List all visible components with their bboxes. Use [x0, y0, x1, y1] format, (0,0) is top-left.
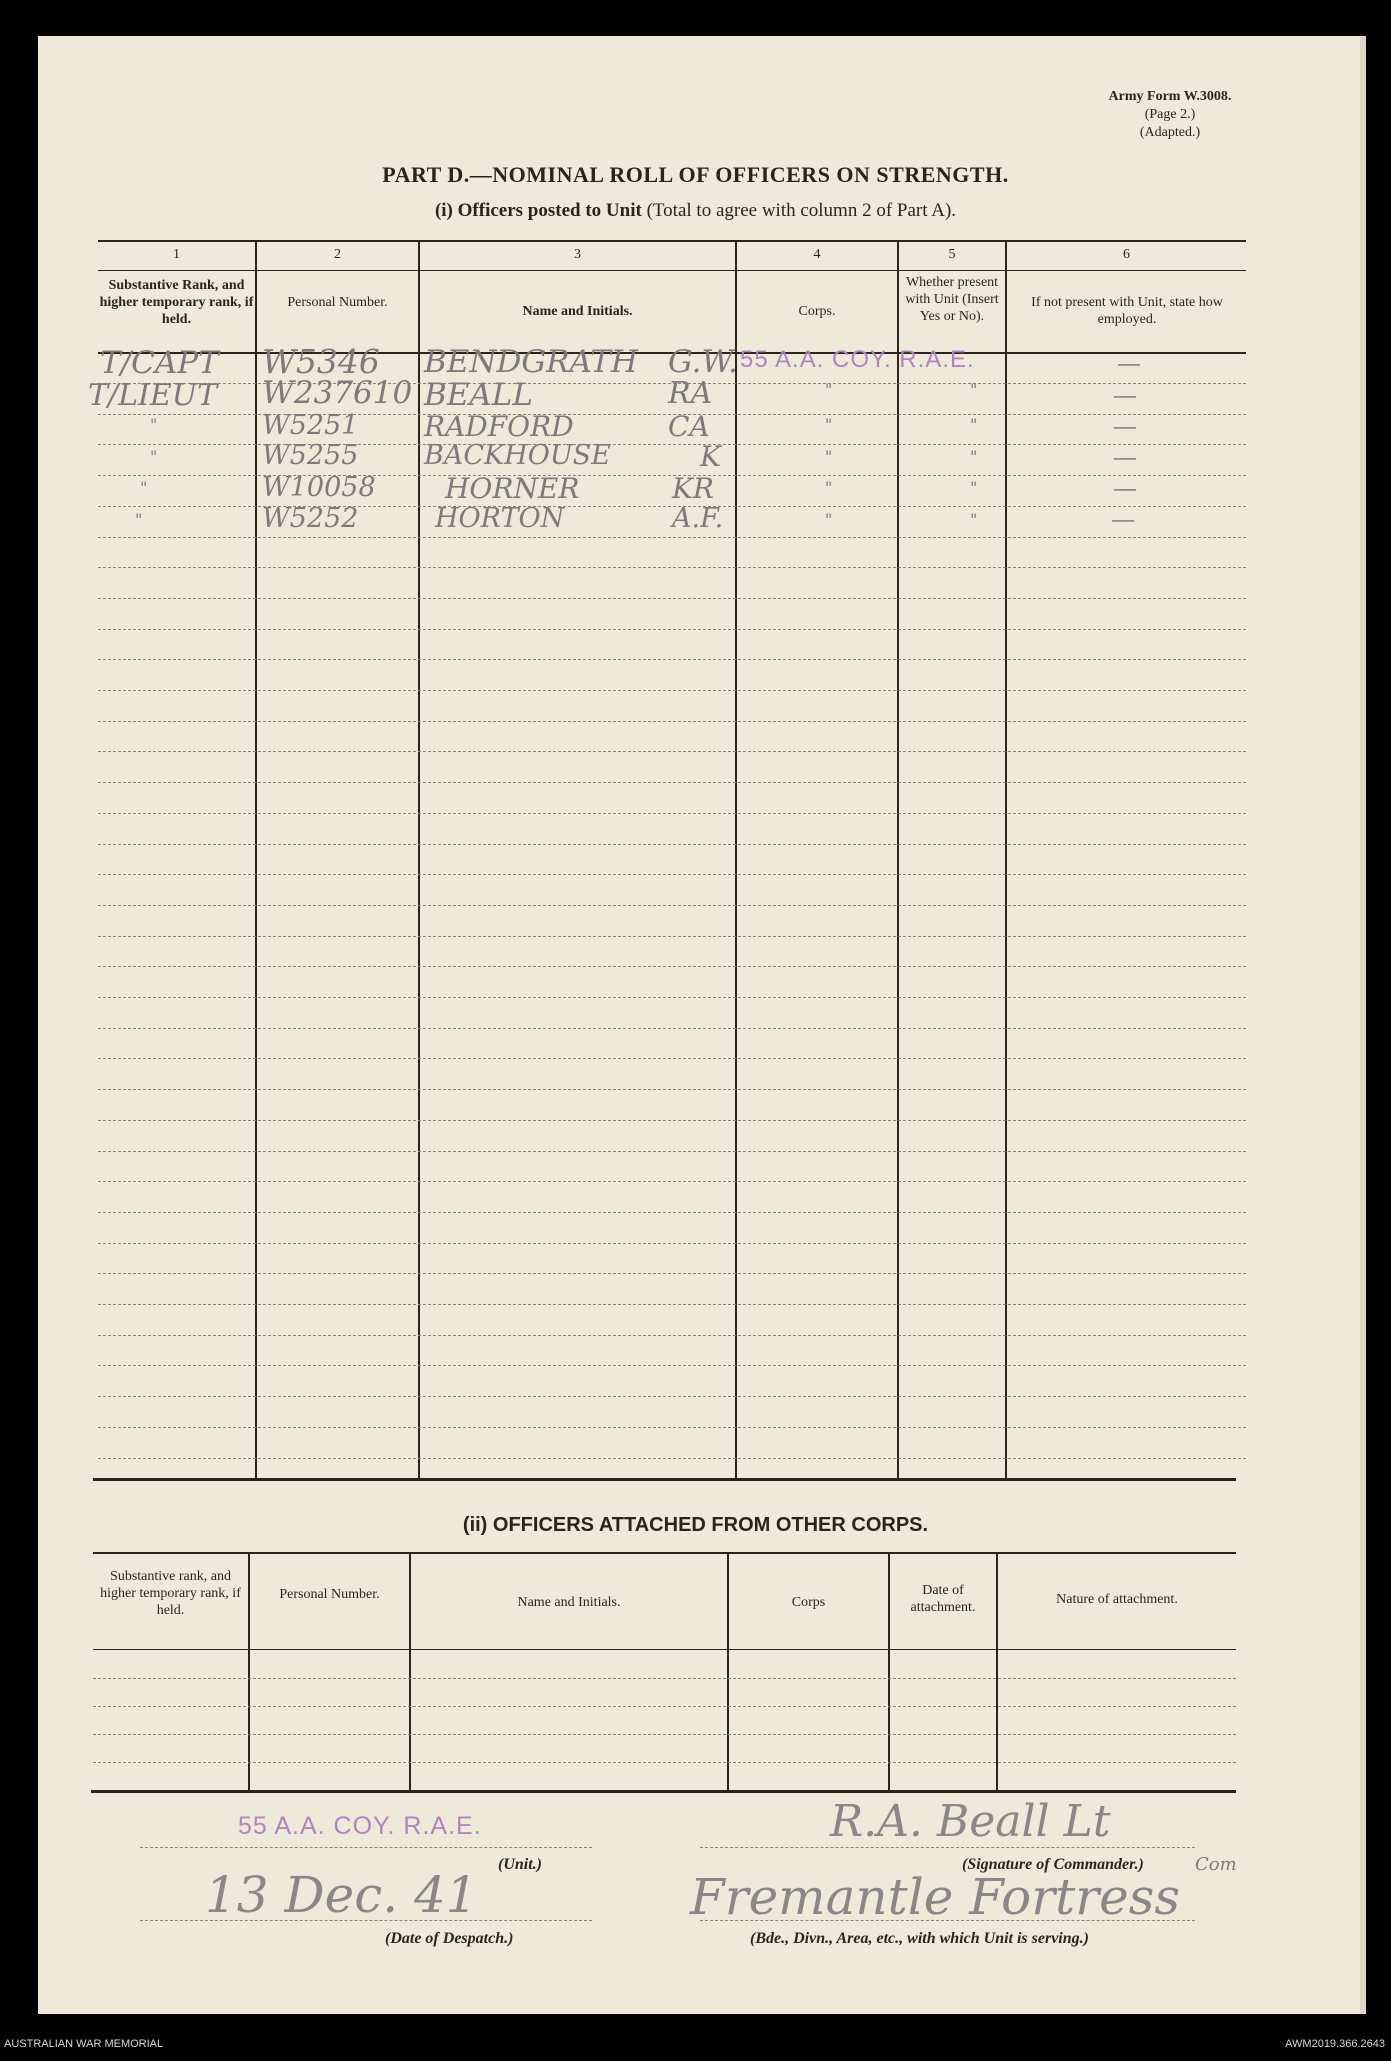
ruled-line: [93, 1762, 1236, 1763]
row5-rank: ": [140, 478, 148, 497]
page-title: PART D.—NOMINAL ROLL OF OFFICERS ON STRENGTH.: [382, 162, 1009, 187]
ruled-line: [98, 966, 1246, 967]
col-number-5: 5: [948, 247, 956, 262]
header-personal-number: Personal Number.: [287, 295, 388, 310]
ruled-line: [98, 936, 1246, 937]
ruled-line: [98, 598, 1246, 599]
t2-header-rank: Substantive rank, and higher temporary rank, if held.: [100, 1569, 241, 1618]
row3-employed: —: [1114, 413, 1136, 438]
form-identifier: [1075, 88, 1265, 142]
row5-corps: ": [825, 478, 833, 497]
table2-col-divider: [248, 1552, 250, 1790]
ruled-line: [98, 1335, 1246, 1336]
row1-name: BENDGRATH: [424, 344, 638, 380]
ruled-line: [98, 1212, 1246, 1213]
commander-signature: R.A. Beall Lt: [830, 1796, 1111, 1847]
row6-present: ": [970, 510, 978, 529]
row4-employed: —: [1114, 444, 1136, 469]
signature-suffix: Com: [1195, 1854, 1237, 1875]
ruled-line: [98, 1396, 1246, 1397]
bde-area: Fremantle Fortress: [690, 1868, 1181, 1926]
row5-present: ": [970, 478, 978, 497]
row4-number: W5255: [262, 440, 359, 471]
t2-header-nature: Nature of attachment.: [1056, 1592, 1178, 1607]
header-employed: If not present with Unit, state how employed.: [1031, 295, 1223, 327]
ruled-line: [98, 782, 1246, 783]
row1-initials: G.W.: [668, 344, 738, 380]
ruled-line: [98, 1365, 1246, 1366]
row5-name: HORNER: [445, 472, 580, 505]
form-note: (Adapted.): [1139, 125, 1201, 140]
row5-number: W10058: [262, 472, 376, 503]
ruled-line: [98, 813, 1246, 814]
ruled-line: [98, 1304, 1246, 1305]
row4-corps: ": [825, 447, 833, 466]
row2-name: BEALL: [424, 377, 533, 413]
footer-left: AUSTRALIAN WAR MEMORIAL: [4, 2038, 164, 2050]
row1-employed: —: [1118, 350, 1140, 375]
ruled-line: [98, 1181, 1246, 1182]
form-paper: [38, 36, 1360, 2014]
table2-top-rule: [93, 1552, 1236, 1554]
t2-header-date: Date of attachment.: [910, 1583, 976, 1615]
row5-employed: —: [1114, 475, 1136, 500]
ruled-line: [98, 1058, 1246, 1059]
row6-initials: A.F.: [672, 503, 724, 534]
table1-col-divider: [255, 240, 257, 1478]
ruled-line: [98, 905, 1246, 906]
row4-present: ": [970, 447, 978, 466]
ruled-line: [98, 567, 1246, 568]
table1-bottom-rule: [93, 1478, 1236, 1481]
signature-line: [700, 1847, 1195, 1848]
table2-col-divider: [727, 1552, 729, 1790]
row3-name: RADFORD: [424, 410, 574, 443]
signature-label: (Signature of Commander.): [962, 1856, 1144, 1873]
row2-initials: RA: [668, 376, 713, 411]
row2-corps: ": [825, 380, 833, 399]
row3-present: ": [970, 415, 978, 434]
table1-number-rule: [98, 270, 1246, 271]
t2-header-personal-number: Personal Number.: [279, 1587, 380, 1602]
date-line: [140, 1920, 592, 1921]
ruled-line: [98, 690, 1246, 691]
row6-rank: ": [135, 510, 143, 529]
t2-header-corps: Corps: [791, 1595, 826, 1610]
row6-corps: ": [825, 510, 833, 529]
ruled-line: [98, 1427, 1246, 1428]
table2-bottom-rule: [91, 1790, 1236, 1793]
ruled-line: [98, 659, 1246, 660]
row4-rank: ": [150, 447, 158, 466]
ruled-line: [98, 1458, 1246, 1459]
row2-number: W237610: [262, 375, 413, 411]
ruled-line: [98, 874, 1246, 875]
row1-corps-stamp: 55 A.A. COY. R.A.E.: [740, 346, 975, 373]
table2-col-divider: [996, 1552, 998, 1790]
form-page: (Page 2.): [1144, 107, 1196, 122]
table1-top-rule: [98, 240, 1246, 242]
row4-name: BACKHOUSE: [424, 440, 611, 471]
row3-rank: ": [150, 415, 158, 434]
ruled-line: [98, 1028, 1246, 1029]
row2-present: ": [970, 380, 978, 399]
ruled-line: [98, 537, 1246, 538]
header-corps: Corps.: [798, 304, 836, 319]
row6-number: W5252: [262, 503, 359, 534]
ruled-line: [98, 1089, 1246, 1090]
row3-corps: ": [825, 415, 833, 434]
header-name: Name and Initials.: [522, 304, 633, 319]
footer-right: AWM2019.366.2643: [1285, 2038, 1385, 2050]
t2-header-name: Name and Initials.: [517, 1595, 621, 1610]
col-number-3: 3: [574, 247, 581, 262]
paper-edge: [1360, 36, 1366, 2014]
col-number-2: 2: [334, 247, 341, 262]
row6-employed: —: [1112, 506, 1134, 531]
table1-col-divider: [735, 240, 737, 1478]
ruled-line: [98, 1243, 1246, 1244]
ruled-line: [98, 844, 1246, 845]
row5-initials: KR: [672, 472, 714, 505]
bde-label: (Bde., Divn., Area, etc., with which Unit is serving.): [750, 1930, 1089, 1947]
row3-number: W5251: [262, 410, 359, 441]
row2-rank: T/LIEUT: [88, 378, 218, 413]
ruled-line: [98, 751, 1246, 752]
row1-rank: T/CAPT: [100, 345, 219, 381]
table1-col-divider: [418, 240, 420, 1478]
row6-name: HORTON: [435, 503, 565, 534]
ruled-line: [98, 1273, 1246, 1274]
section2-title: (ii) OFFICERS ATTACHED FROM OTHER CORPS.: [462, 1514, 929, 1536]
bde-line: [700, 1920, 1195, 1921]
ruled-line: [93, 1706, 1236, 1707]
header-rank: Substantive Rank, and higher temporary rank, if held.: [99, 278, 254, 327]
row2-employed: —: [1114, 382, 1136, 407]
table2-header-rule: [93, 1649, 1236, 1650]
section1-title: [0, 200, 1391, 222]
header-present: Whether present with Unit (Insert Yes or No).: [905, 275, 999, 324]
row1-number: W5346: [262, 342, 380, 381]
col-number-6: 6: [1123, 247, 1130, 262]
form-number: Army Form W.3008.: [1108, 89, 1232, 104]
col-number-4: 4: [813, 247, 821, 262]
table1-col-divider: [1005, 240, 1007, 1478]
ruled-line: [98, 1151, 1246, 1152]
section1-title-bold: (i) Officers posted to Unit: [434, 200, 642, 221]
unit-line: [140, 1847, 592, 1848]
unit-label: (Unit.): [498, 1856, 542, 1873]
row3-initials: CA: [668, 410, 710, 443]
ruled-line: [98, 629, 1246, 630]
section1-title-rest: (Total to agree with column 2 of Part A).: [646, 200, 957, 221]
col-number-1: 1: [173, 247, 180, 262]
ruled-line: [93, 1734, 1236, 1735]
unit-stamp: 55 A.A. COY. R.A.E.: [238, 1812, 482, 1840]
ruled-line: [98, 997, 1246, 998]
ruled-line: [98, 1120, 1246, 1121]
date-label: (Date of Despatch.): [385, 1930, 514, 1947]
ruled-line: [98, 721, 1246, 722]
table2-col-divider: [409, 1552, 411, 1790]
ruled-line: [93, 1678, 1236, 1679]
table1-col-divider: [897, 240, 899, 1478]
row4-initials: K: [700, 440, 721, 473]
despatch-date: 13 Dec. 41: [205, 1866, 478, 1924]
